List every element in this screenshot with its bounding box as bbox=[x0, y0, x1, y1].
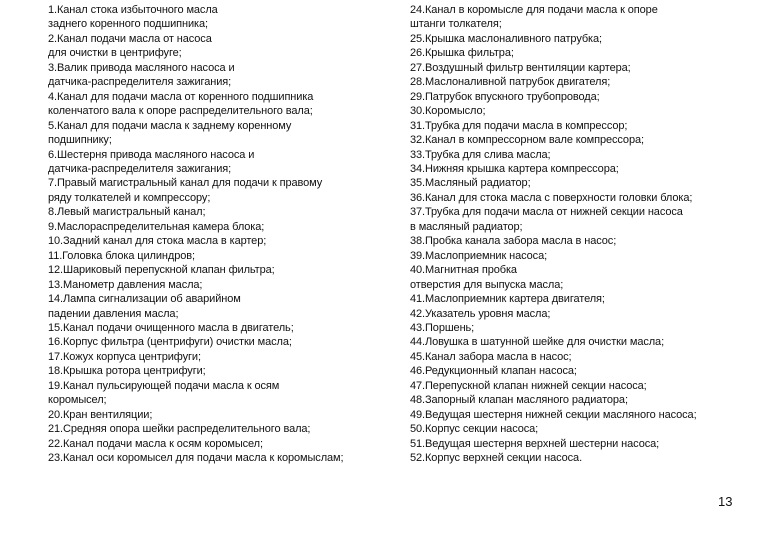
legend-line: 24.Канал в коромысле для подачи масла к опоре bbox=[410, 4, 658, 16]
legend-line: 20.Кран вентиляции; bbox=[48, 408, 153, 421]
legend-line: подшипнику; bbox=[48, 134, 112, 147]
legend-line: 33.Трубка для слива масла; bbox=[410, 148, 551, 161]
legend-line: 43.Поршень; bbox=[410, 321, 475, 334]
legend-line: 52.Корпус верхней секции насоса. bbox=[410, 452, 583, 465]
legend-line: 10.Задний канал для стока масла в картер; bbox=[48, 235, 267, 248]
legend-line: 47.Перепускной клапан нижней секции насоса; bbox=[410, 379, 647, 392]
legend-line: 46.Редукционный клапан насоса; bbox=[410, 365, 577, 378]
legend-line: 6.Шестерня привода масляного насоса и bbox=[48, 148, 255, 161]
legend-line: 21.Средняя опора шейки распределительного вала; bbox=[48, 423, 311, 436]
legend-line: для очистки в центрифуге; bbox=[48, 47, 182, 60]
legend-line: 30.Коромысло; bbox=[410, 105, 486, 118]
legend-line: 32.Канал в компрессорном вале компрессора; bbox=[410, 134, 644, 147]
legend-line: 2.Канал подачи масла от насоса bbox=[48, 32, 212, 45]
legend-line: коромысел; bbox=[48, 394, 107, 407]
legend-line: 49.Ведущая шестерня нижней секции масляного насоса; bbox=[410, 408, 697, 421]
legend-line: 36.Канал для стока масла с поверхности головки блока; bbox=[410, 191, 693, 204]
legend-line: 17.Кожух корпуса центрифуги; bbox=[48, 350, 201, 363]
legend-line: 14.Лампа сигнализации об аварийном bbox=[48, 293, 241, 306]
legend-line: в масляный радиатор; bbox=[410, 220, 523, 233]
legend-line: 15.Канал подачи очищенного масла в двигатель; bbox=[48, 321, 294, 334]
legend-line: 25.Крышка маслоналивного патрубка; bbox=[410, 32, 602, 45]
legend-line: 26.Крышка фильтра; bbox=[410, 47, 514, 60]
legend-line: ряду толкателей и компрессору; bbox=[48, 191, 211, 204]
legend-line: падении давления масла; bbox=[48, 307, 179, 320]
left-legend-column bbox=[48, 3, 393, 466]
right-legend-column bbox=[410, 3, 760, 466]
legend-line: 35.Масляный радиатор; bbox=[410, 177, 531, 190]
legend-line: 37.Трубка для подачи масла от нижней секции насоса bbox=[410, 206, 683, 219]
legend-line: 13.Манометр давления масла; bbox=[48, 278, 203, 291]
legend-line: 9.Маслораспределительная камера блока; bbox=[48, 220, 265, 233]
legend-line: 28.Маслоналивной патрубок двигателя; bbox=[410, 76, 611, 89]
legend-line: 51.Ведущая шестерня верхней шестерни насоса; bbox=[410, 437, 660, 450]
legend-line: 44.Ловушка в шатунной шейке для очистки масла; bbox=[410, 336, 665, 349]
legend-line: 39.Маслоприемник насоса; bbox=[410, 249, 548, 262]
legend-line: 5.Канал для подачи масла к заднему коренному bbox=[48, 119, 292, 132]
legend-line: отверстия для выпуска масла; bbox=[410, 278, 564, 291]
legend-line: датчика-распределителя зажигания; bbox=[48, 76, 232, 89]
legend-line: 48.Запорный клапан масляного радиатора; bbox=[410, 394, 628, 407]
legend-line: коленчатого вала к опоре распределительного вала; bbox=[48, 105, 313, 118]
legend-line: 19.Канал пульсирующей подачи масла к осям bbox=[48, 379, 280, 392]
legend-line: 3.Валик привода масляного насоса и bbox=[48, 61, 235, 74]
legend-line: 42.Указатель уровня масла; bbox=[410, 307, 551, 320]
page-number: 13 bbox=[718, 494, 733, 509]
legend-line: 22.Канал подачи масла к осям коромысел; bbox=[48, 437, 263, 450]
legend-line: 18.Крышка ротора центрифуги; bbox=[48, 365, 206, 378]
legend-line: 4.Канал для подачи масла от коренного подшипника bbox=[48, 90, 314, 103]
legend-line: 8.Левый магистральный канал; bbox=[48, 206, 206, 219]
legend-line: 27.Воздушный фильтр вентиляции картера; bbox=[410, 61, 631, 74]
legend-line: датчика-распределителя зажигания; bbox=[48, 162, 232, 175]
legend-line: 45.Канал забора масла в насос; bbox=[410, 350, 572, 363]
legend-line: 38.Пробка канала забора масла в насос; bbox=[410, 235, 617, 248]
legend-line: 50.Корпус секции насоса; bbox=[410, 423, 539, 436]
legend-line: штанги толкателя; bbox=[410, 18, 502, 31]
legend-line: 7.Правый магистральный канал для подачи к правому bbox=[48, 177, 323, 190]
legend-line: заднего коренного подшипника; bbox=[48, 18, 208, 31]
legend-line: 40.Магнитная пробка bbox=[410, 264, 517, 277]
legend-line: 34.Нижняя крышка картера компрессора; bbox=[410, 162, 619, 175]
legend-line: 12.Шариковый перепускной клапан фильтра; bbox=[48, 264, 275, 277]
legend-line: 41.Маслоприемник картера двигателя; bbox=[410, 293, 605, 306]
legend-line: 29.Патрубок впускного трубопровода; bbox=[410, 90, 600, 103]
legend-line: 16.Корпус фильтра (центрифуги) очистки масла; bbox=[48, 336, 292, 349]
legend-line: 1.Канал стока избыточного масла bbox=[48, 4, 218, 16]
legend-line: 11.Головка блока цилиндров; bbox=[48, 249, 195, 262]
legend-line: 31.Трубка для подачи масла в компрессор; bbox=[410, 119, 628, 132]
legend-line: 23.Канал оси коромысел для подачи масла к коромыслам; bbox=[48, 452, 344, 465]
